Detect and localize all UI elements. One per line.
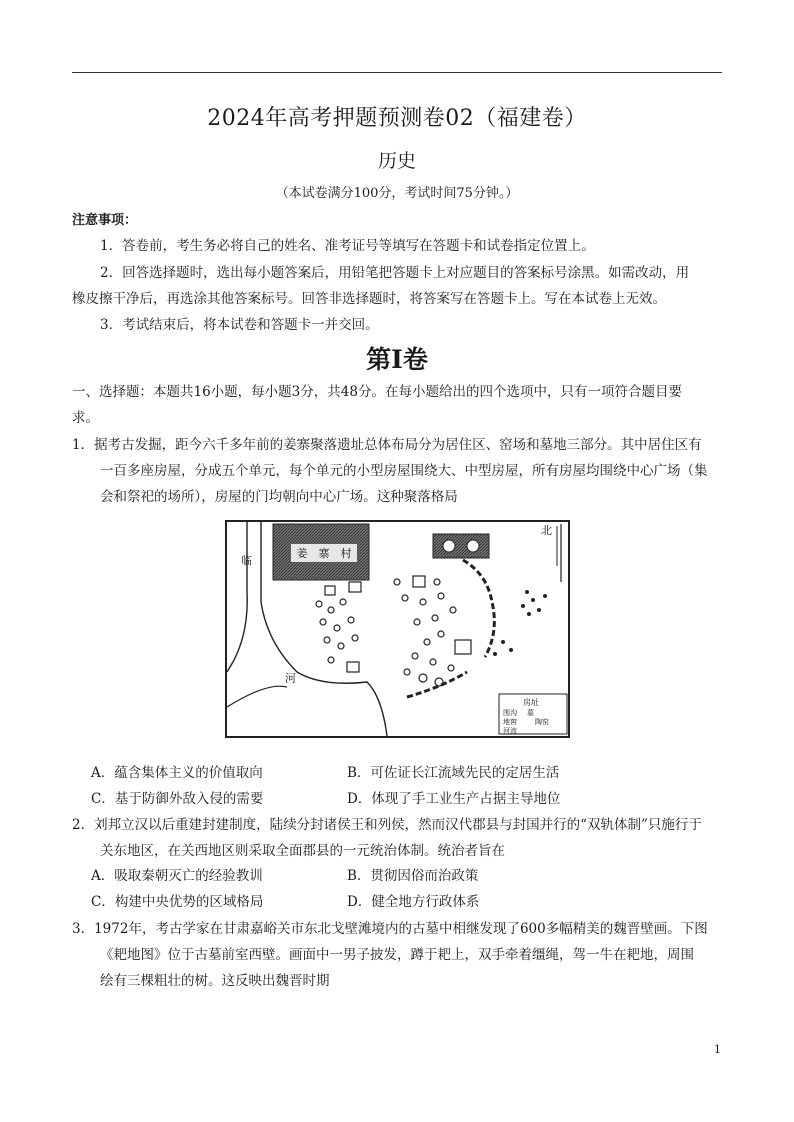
- notice-heading: 注意事项：: [72, 213, 138, 228]
- exam-note: （本试卷满分100分，考试时间75分钟。）: [275, 186, 519, 201]
- river-bank-left: [227, 522, 247, 672]
- ditch-south: [407, 672, 467, 697]
- q1-stem-line-2: 一百多座房屋，分成五个单元，每个单元的小型房屋围绕大、中型房屋，所有房屋均围绕中心广场（集: [100, 463, 708, 479]
- notice-item-3: 3．考试结束后，将本试卷和答题卡一并交回。: [100, 317, 379, 333]
- legend-tomb: 墓: [527, 709, 534, 717]
- q1-option-c: C．基于防御外敌入侵的需要: [91, 791, 264, 807]
- q1-option-d: D．体现了手工业生产占据主导地位: [347, 791, 561, 807]
- q1-stem-line-1: 1．据考古发掘，距今六千多年前的姜寨聚落遗址总体布局分为居住区、窑场和墓地三部分。其中居住区有: [72, 437, 702, 453]
- legend-house: 房址: [523, 698, 539, 707]
- north-label: 北: [541, 524, 552, 537]
- q2-option-b: B．贯彻因俗而治政策: [347, 868, 479, 884]
- notice-item-1: 1．答卷前，考生务必将自己的姓名、准考证号等填写在答题卡和试卷指定位置上。: [100, 238, 595, 254]
- q2-stem-line-1: 2．刘邦立汉以后重建封建制度，陆续分封诸侯王和列侯，然而汉代郡县与封国并行的“双轨体制”只施行于: [72, 817, 702, 833]
- section-intro-line-2: 求。: [72, 410, 99, 426]
- q2-stem-line-2: 关东地区，在关西地区则采取全面郡县的一元统治体制。统治者旨在: [100, 843, 505, 859]
- q2-option-a: A．吸取秦朝灭亡的经验教训: [91, 868, 263, 884]
- ditch-east: [463, 560, 494, 657]
- village-label: 姜 寨 村: [296, 547, 352, 560]
- q3-stem-line-1: 3．1972年，考古学家在甘肃嘉峪关市东北戈壁滩境内的古墓中相继发现了600多幅精美的魏晋壁画。下图: [72, 921, 708, 937]
- q3-stem-line-2: 《耙地图》位于古墓前室西壁。画面中一男子披发，蹲于耙上，双手牵着缰绳，驾一牛在耙地，周围: [100, 947, 694, 963]
- legend-cellar: 地窖: [503, 718, 517, 726]
- house-cluster-center: [394, 576, 471, 686]
- header-rule: [72, 72, 722, 73]
- q3-stem-line-3: 绘有三棵粗壮的树。这反映出魏晋时期: [100, 973, 330, 989]
- q2-option-d: D．健全地方行政体系: [347, 894, 480, 910]
- legend-river: 河流: [503, 727, 517, 735]
- section-title: 第Ⅰ卷: [366, 345, 428, 374]
- q1-option-a: A．蕴含集体主义的价值取向: [91, 765, 263, 781]
- subject-title: 历史: [377, 150, 416, 172]
- legend-kiln: 陶窑: [535, 718, 549, 726]
- house-cluster-west: [316, 582, 361, 672]
- section-intro-line-1: 一、选择题：本题共16小题，每小题3分，共48分。在每小题给出的四个选项中，只有一项符合题目要: [72, 384, 682, 400]
- notice-item-2-line-1: 2．回答选择题时，选出每小题答案后，用铅笔把答题卡上对应题目的答案标号涂黑。如需改动，用: [100, 265, 690, 281]
- exam-title: 2024年高考押题预测卷02（福建卷）: [207, 106, 587, 131]
- q2-option-c: C．构建中央优势的区域格局: [91, 894, 264, 910]
- page-number: 1: [714, 1043, 721, 1056]
- river-label-top: 临: [241, 554, 252, 567]
- q1-stem-line-3: 会和祭祀的场所），房屋的门均朝向中心广场。这种聚落格局: [100, 489, 458, 505]
- notice-item-2-line-2: 橡皮擦干净后，再选涂其他答案标号。回答非选择题时，将答案写在答题卡上。写在本试卷上无效。: [72, 291, 666, 307]
- jiangzhai-site-map: [225, 520, 570, 738]
- q1-option-b: B．可佐证长江流域先民的定居生活: [347, 765, 560, 781]
- river-label-bottom: 河: [285, 672, 296, 685]
- second-village-block: [433, 534, 489, 558]
- legend-ditch: 围沟: [503, 709, 517, 717]
- house-cluster-east: [493, 590, 547, 656]
